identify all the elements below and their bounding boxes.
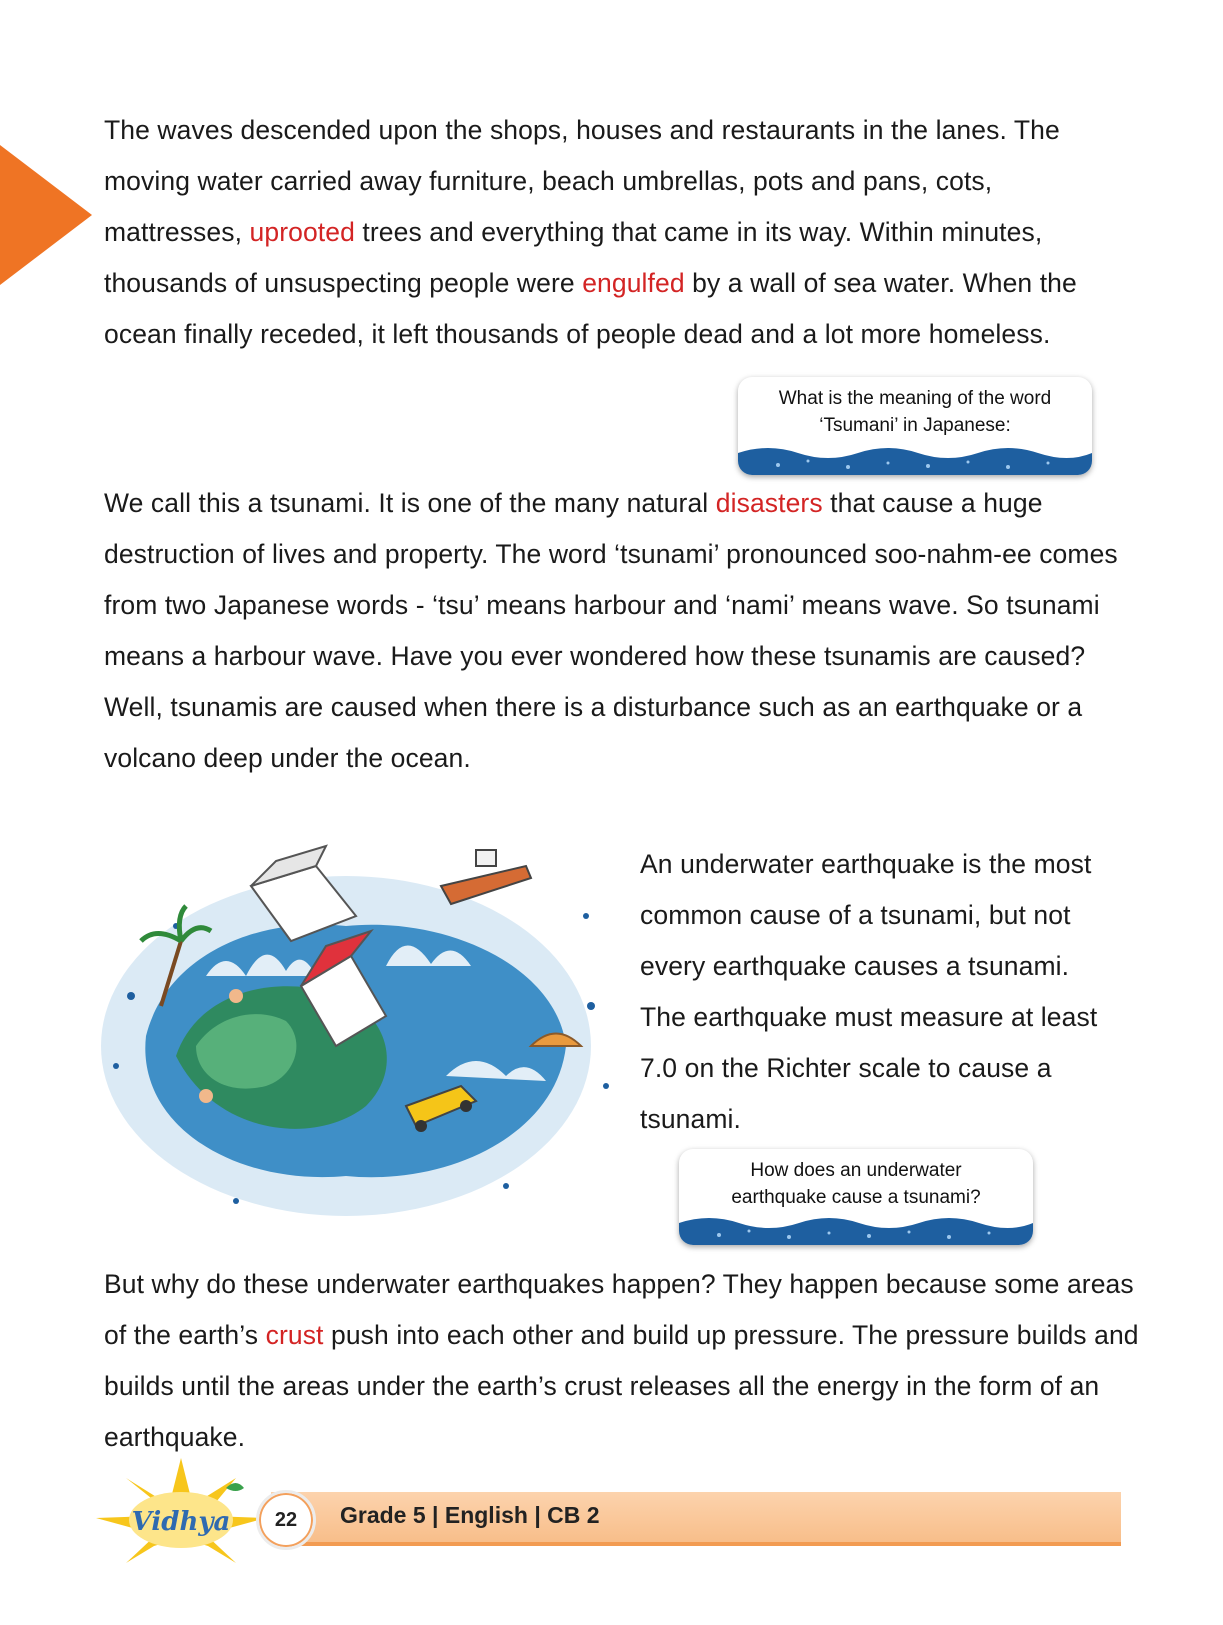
question-line: How does an underwater xyxy=(750,1160,962,1181)
question-box-earthquake-tsunami xyxy=(679,1149,1033,1245)
vidhya-logo-icon xyxy=(96,1458,266,1568)
paragraph-tsunami-definition: We call this a tsunami. It is one of the many natural disasters that cause a huge destruction of lives and property. The word ‘tsunami’ pronounced soo-nahm-ee comes from two Japanese words - ‘tsu’ means harbour and ‘nami’ means wave. So tsunami means a harbour wave. Have you ever wondered how these tsunamis are caused? Well, tsunamis are caused when there is a disturbance such as an earthquake or a volcano deep under the ocean. xyxy=(104,488,1118,773)
svg-text:Vidhya: Vidhya xyxy=(131,1507,231,1537)
question-box-tsunami-meaning xyxy=(738,377,1092,475)
wave-decoration-icon xyxy=(679,1213,1033,1245)
paragraph-underwater-earthquake: An underwater earthquake is the most common cause of a tsunami, but not every earthquake causes a tsunami. The earthquake must measure at least 7.0 on the Richter scale to cause a tsunami. xyxy=(640,849,1098,1134)
vocab-crust: crust xyxy=(265,1320,324,1350)
vocab-uprooted: uprooted xyxy=(249,217,355,247)
grade-subject-label: Grade 5 | English | CB 2 xyxy=(340,1502,600,1528)
page-number: 22 xyxy=(256,1490,316,1550)
chapter-tab-marker xyxy=(0,145,92,285)
tsunami-illustration-icon xyxy=(86,806,646,1236)
wave-decoration-icon xyxy=(738,443,1092,475)
paragraph-waves: The waves descended upon the shops, houses and restaurants in the lanes. The moving water carried away furniture, beach umbrellas, pots and pans, cots, mattresses, uprooted trees and everything that came in its way. Within minutes, thousands of unsuspecting people were engulfed by a wall of sea water. When the ocean finally receded, it left thousands of people dead and a lot more homeless. xyxy=(104,115,1077,349)
question-line: earthquake cause a tsunami? xyxy=(731,1187,981,1208)
question-line: ‘Tsumani’ in Japanese: xyxy=(819,415,1011,436)
paragraph-earth-crust: But why do these underwater earthquakes happen? They happen because some areas of the earth’s crust push into each other and build up pressure. The pressure builds and builds until the areas under the earth’s crust releases all the energy in the form of an earthquake. xyxy=(104,1269,1139,1452)
question-line: What is the meaning of the word xyxy=(778,388,1052,409)
page-footer xyxy=(96,1458,1136,1568)
vocab-disasters: disasters xyxy=(715,488,823,518)
vocab-engulfed: engulfed xyxy=(582,268,685,298)
